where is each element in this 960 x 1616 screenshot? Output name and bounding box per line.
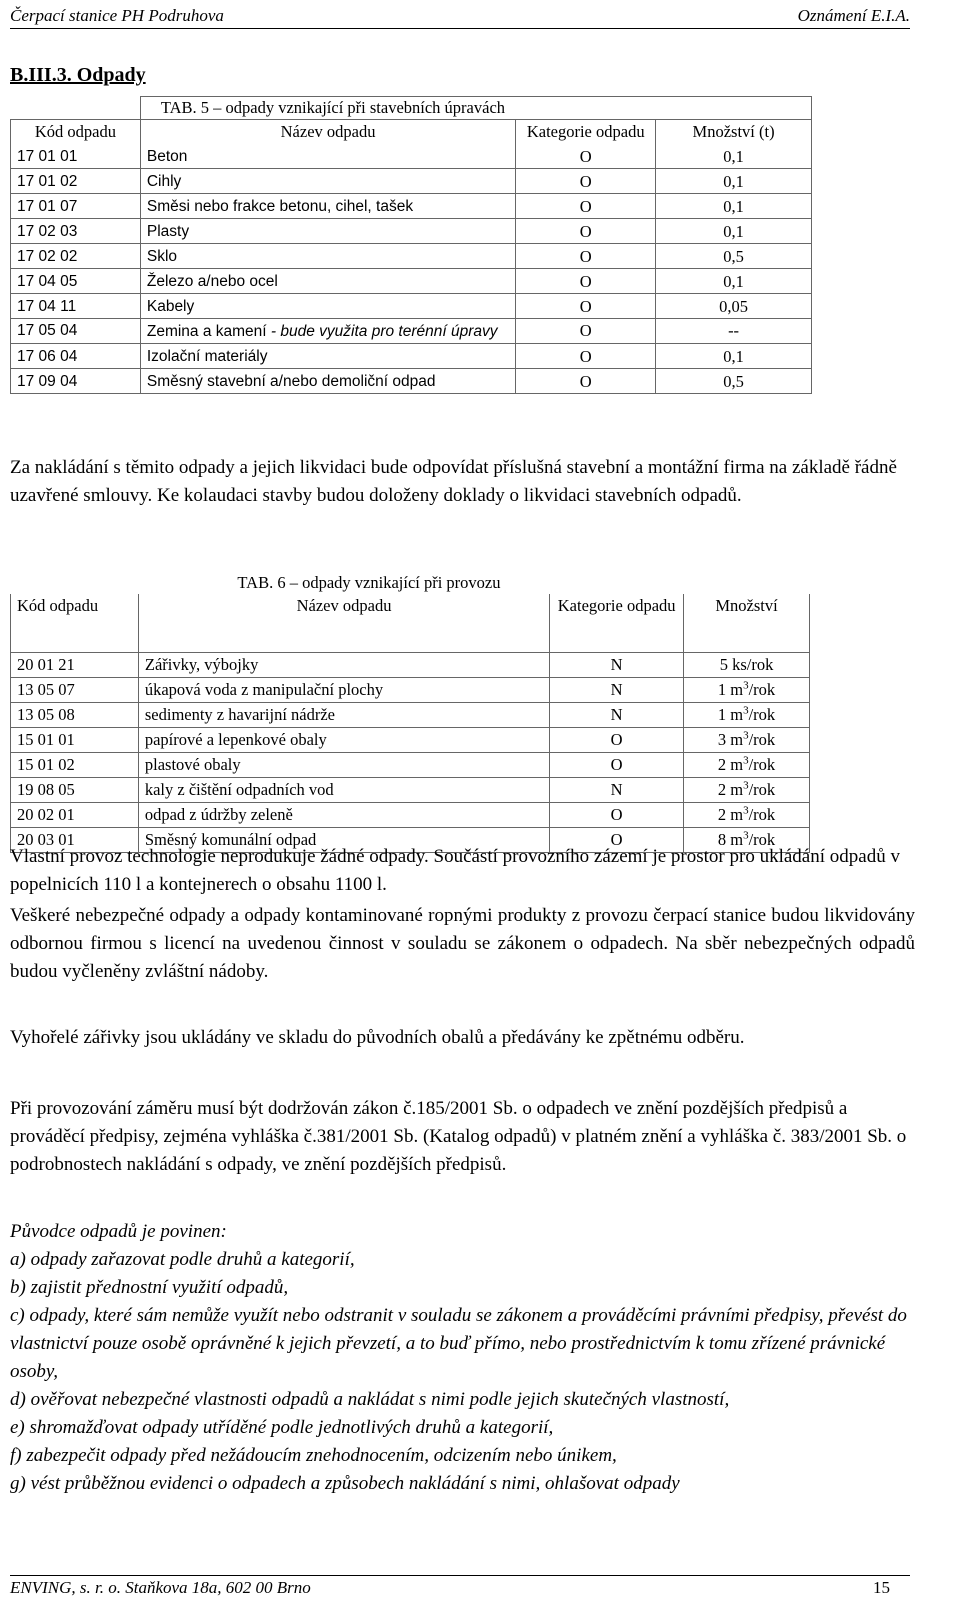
amount-exponent: 3 — [743, 829, 749, 842]
cell-code: 13 05 08 — [11, 702, 139, 727]
cell-code: 20 02 01 — [11, 802, 139, 827]
table-row — [11, 244, 812, 269]
cell-category: O — [516, 269, 656, 294]
table1-header-category: Kategorie odpadu — [516, 120, 656, 145]
cell-category: O — [516, 344, 656, 369]
cell-category: O — [550, 752, 684, 777]
cell-name: Směsný komunální odpad — [138, 827, 549, 852]
cell-code: 15 01 01 — [11, 727, 139, 752]
cell-amount: 0,5 — [656, 369, 812, 394]
cell-code: 20 01 21 — [11, 652, 139, 677]
table1-header-amount: Množství (t) — [656, 120, 812, 145]
cell-code: 19 08 05 — [11, 777, 139, 802]
amount-exponent: 3 — [743, 729, 749, 742]
amount-value: 2 m — [717, 780, 744, 799]
table-row — [11, 777, 810, 802]
table2-caption: TAB. 6 – odpady vznikající při provozu — [237, 572, 501, 592]
amount-unit: /rok — [748, 755, 776, 774]
cell-category: N — [550, 677, 684, 702]
amount-unit: /rok — [748, 730, 776, 749]
cell-category: N — [550, 652, 684, 677]
table-row — [11, 344, 812, 369]
table-row — [11, 752, 810, 777]
amount-value: 3 m — [717, 730, 744, 749]
amount-exponent: 3 — [743, 679, 749, 692]
cell-name: papírové a lepenkové obaly — [138, 727, 549, 752]
table2-header-code: Kód odpadu — [11, 594, 139, 652]
cell-category: O — [516, 219, 656, 244]
cell-name: Plasty — [140, 219, 515, 244]
list-item: a) odpady zařazovat podle druhů a kategorií, — [10, 1249, 355, 1270]
para-construction-waste: Za nakládání s těmito odpady a jejich likvidaci bude odpovídat příslušná stavební a montážní firma na základě řádně uzavřené smlouvy. Ke kolaudaci stavby budou doloženy doklady o likvidaci stavebních odpadů. — [10, 457, 897, 506]
table-row — [11, 802, 810, 827]
cell-category: O — [516, 169, 656, 194]
cell-code: 17 01 02 — [11, 169, 141, 194]
amount-unit: /rok — [748, 780, 776, 799]
cell-amount: 0,5 — [656, 244, 812, 269]
cell-category: O — [550, 727, 684, 752]
cell-amount — [684, 752, 810, 777]
table-row — [11, 219, 812, 244]
cell-name: Železo a/nebo ocel — [140, 269, 515, 294]
cell-name — [140, 319, 515, 344]
amount-unit: /rok — [748, 805, 776, 824]
cell-amount — [684, 677, 810, 702]
table-row — [11, 169, 812, 194]
cell-name-text: Zemina a kamení — [146, 322, 267, 340]
page-header — [10, 4, 910, 29]
table-row — [11, 144, 812, 169]
table-row — [11, 294, 812, 319]
para-law: Při provozování záměru musí být dodržován zákon č.185/2001 Sb. o odpadech ve znění pozdějších předpisů a prováděcí předpisy, zejména vyhláška č.381/2001 Sb. (Katalog odpadů) v platném znění a vyhláška č. 383/2001 Sb. o podrobnostech nakládání s odpady, ve znění pozdějších předpisů. — [10, 1098, 907, 1175]
cell-amount: 0,1 — [656, 144, 812, 169]
list-item: g) vést průběžnou evidenci o odpadech a způsobech nakládání s nimi, ohlašovat odpady — [10, 1473, 680, 1494]
cell-amount: -- — [656, 319, 812, 344]
cell-code: 17 02 03 — [11, 219, 141, 244]
cell-amount — [684, 652, 810, 677]
list-item: e) shromažďovat odpady utříděné podle jednotlivých druhů a kategorií, — [10, 1417, 554, 1438]
cell-amount: 0,1 — [656, 219, 812, 244]
amount-value: 1 m — [717, 680, 744, 699]
para-operation: Vlastní provoz technologie neprodukuje žádné odpady. Součástí provozního zázemí je prostor pro ukládání odpadů v popelnicích 110 l a kontejnerech o obsahu 1100 l. — [10, 846, 900, 895]
table1-header-code: Kód odpadu — [11, 120, 141, 145]
cell-category: O — [516, 294, 656, 319]
cell-code: 17 04 11 — [11, 294, 141, 319]
cell-amount: 0,1 — [656, 169, 812, 194]
cell-code: 20 03 01 — [11, 827, 139, 852]
cell-amount — [684, 727, 810, 752]
cell-category: O — [550, 827, 684, 852]
amount-exponent: 3 — [743, 754, 749, 767]
cell-amount — [684, 802, 810, 827]
page-footer — [10, 1575, 910, 1597]
para-hazardous: Veškeré nebezpečné odpady a odpady kontaminované ropnými produkty z provozu čerpací stanice budou likvidovány odbornou firmou s licencí na uvedenou činnost v souladu se zákonem o odpadech. Na sběr nebezpečných odpadů budou vyčleněny zvláštní nádoby. — [10, 905, 915, 982]
amount-value: 2 m — [717, 755, 744, 774]
table-row — [11, 319, 812, 344]
cell-name: úkapová voda z manipulační plochy — [138, 677, 549, 702]
cell-name: Směsný stavební a/nebo demoliční odpad — [140, 369, 515, 394]
cell-code: 17 04 05 — [11, 269, 141, 294]
cell-amount: 0,1 — [656, 344, 812, 369]
cell-amount — [684, 702, 810, 727]
table-row — [11, 269, 812, 294]
cell-category: O — [516, 319, 656, 344]
table-row — [11, 652, 810, 677]
cell-code: 17 05 04 — [11, 319, 141, 344]
cell-category: N — [550, 777, 684, 802]
cell-name: Zářivky, výbojky — [138, 652, 549, 677]
cell-category: O — [516, 194, 656, 219]
amount-exponent: 3 — [743, 704, 749, 717]
amount-value: 5 ks/rok — [719, 655, 774, 674]
para-lamps: Vyhořelé zářivky jsou ukládány ve skladu do původních obalů a předávány ke zpětnému odběru. — [10, 1027, 745, 1048]
list-item: c) odpady, které sám nemůže využít nebo odstranit v souladu se zákonem a prováděcími právními předpisy, převést do vlastnictví pouze osobě oprávněné k jejich převzetí, a to buď přímo, nebo prostřednictvím k tomu zřízené právnické osoby, — [10, 1305, 907, 1382]
header-right: Oznámení E.I.A. — [797, 6, 910, 25]
cell-category: O — [516, 244, 656, 269]
footer-address: ENVING, s. r. o. Staňkova 18a, 602 00 Brno — [10, 1578, 311, 1597]
cell-category: O — [550, 802, 684, 827]
list-item: b) zajistit přednostní využití odpadů, — [10, 1277, 289, 1298]
table-row — [11, 677, 810, 702]
amount-unit: /rok — [748, 830, 776, 849]
cell-amount: 0,1 — [656, 194, 812, 219]
table-construction-waste — [10, 96, 812, 394]
cell-name: kaly z čištění odpadních vod — [138, 777, 549, 802]
cell-name-note: - bude využita pro terénní úpravy — [270, 322, 498, 340]
cell-category: O — [516, 144, 656, 169]
cell-category: O — [516, 369, 656, 394]
cell-code: 17 01 07 — [11, 194, 141, 219]
list-item: d) ověřovat nebezpečné vlastnosti odpadů a nakládat s nimi podle jejich skutečných vlastností, — [10, 1389, 730, 1410]
amount-unit: /rok — [748, 680, 776, 699]
table-row — [11, 727, 810, 752]
header-left: Čerpací stanice PH Podruhova — [10, 6, 224, 25]
cell-name: Kabely — [140, 294, 515, 319]
cell-name: plastové obaly — [138, 752, 549, 777]
cell-name: Směsi nebo frakce betonu, cihel, tašek — [140, 194, 515, 219]
cell-code: 13 05 07 — [11, 677, 139, 702]
table-row — [11, 702, 810, 727]
cell-code: 17 06 04 — [11, 344, 141, 369]
cell-code: 17 09 04 — [11, 369, 141, 394]
cell-name: sedimenty z havarijní nádrže — [138, 702, 549, 727]
cell-amount — [684, 777, 810, 802]
table2-header-category: Kategorie odpadu — [550, 594, 684, 652]
cell-code: 17 01 01 — [11, 144, 141, 169]
table1-header-name: Název odpadu — [140, 120, 515, 145]
cell-name: odpad z údržby zeleně — [138, 802, 549, 827]
amount-unit: /rok — [748, 705, 776, 724]
cell-name: Cihly — [140, 169, 515, 194]
page-number: 15 — [873, 1578, 890, 1597]
table1-caption: TAB. 5 – odpady vznikající při stavebních úpravách — [140, 97, 811, 120]
table-row — [11, 369, 812, 394]
obligations-list — [10, 1218, 915, 1498]
table2-header-amount: Množství — [684, 594, 810, 652]
table-row — [11, 194, 812, 219]
cell-name: Izolační materiály — [140, 344, 515, 369]
cell-category: N — [550, 702, 684, 727]
list-item: f) zabezpečit odpady před nežádoucím znehodnocením, odcizením nebo únikem, — [10, 1445, 617, 1466]
table-operation-waste — [10, 570, 810, 853]
table2-header-name: Název odpadu — [138, 594, 549, 652]
section-title: B.III.3. Odpady — [10, 64, 146, 86]
amount-value: 8 m — [717, 830, 744, 849]
amount-value: 1 m — [717, 705, 744, 724]
amount-exponent: 3 — [743, 804, 749, 817]
cell-name: Beton — [140, 144, 515, 169]
cell-code: 17 02 02 — [11, 244, 141, 269]
amount-exponent: 3 — [743, 779, 749, 792]
list-intro: Původce odpadů je povinen: — [10, 1221, 227, 1242]
cell-amount: 0,05 — [656, 294, 812, 319]
cell-amount: 0,1 — [656, 269, 812, 294]
cell-name: Sklo — [140, 244, 515, 269]
cell-code: 15 01 02 — [11, 752, 139, 777]
amount-value: 2 m — [717, 805, 744, 824]
